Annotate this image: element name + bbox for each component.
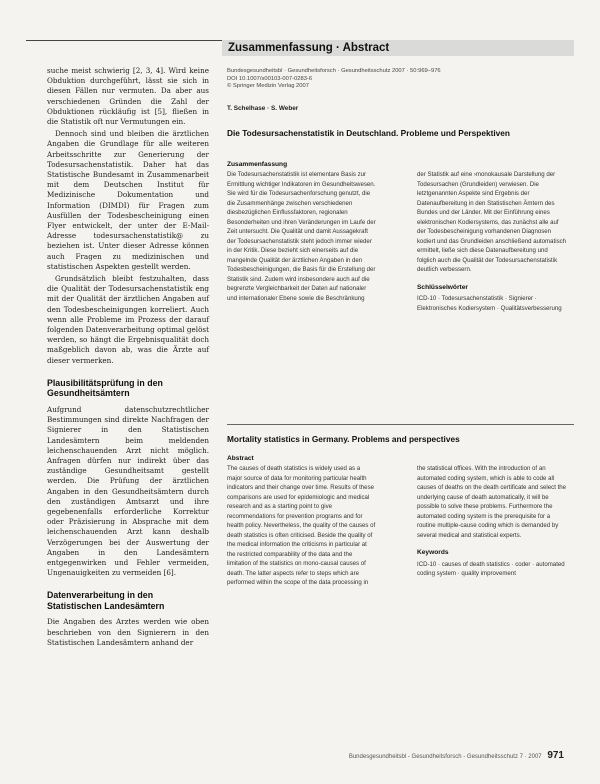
- abstract-de: [227, 161, 567, 321]
- body-paragraph: suche meist schwierig [2, 3, 4]. Wird keine Obduktion durchgeführt, lässt sie sich in diesen Fällen nur vermuten. Da aber aus verschiedenen Gründen die Zahl der Obduktionen rückläufig ist [5], fließen in die Statistik oft nur Vermutungen ein.: [47, 66, 209, 127]
- keywords-en-label: Keywords: [417, 549, 449, 556]
- article-title-en: Mortality statistics in Germany. Problems and perspectives: [227, 434, 460, 444]
- article-title-de: Die Todesursachenstatistik in Deutschland. Probleme und Perspektiven: [227, 128, 510, 138]
- section-header: Zusammenfassung · Abstract: [222, 40, 574, 56]
- keywords-en: ICD-10 · causes of death statistics · coder · automated coding system · quality improvement: [417, 560, 565, 577]
- body-paragraph: Dennoch sind und bleiben die ärztlichen Angaben die Grundlage für alle weiteren Arbeitsschritte zur Generierung der Todesursachenstatistik. Daher hat das Statistische Bundesamt in Zusammenarbeit mit dem Deutschen Institut für Medizinische Dokumentation und Information (DIMDI) für Fragen zum Ausfüllen der Todesbescheinigung einen Flyer entwickelt, der unter der E-Mail-Adresse todesursachenstatistik@ zu beziehen ist. Unter dieser Adresse können auch Fragen zu medizinischen und statistischen Aspekten gestellt werden.: [47, 129, 209, 271]
- body-paragraph: Grundsätzlich bleibt festzuhalten, dass die Qualität der Todesursachenstatistik eng mit der Qualität der ärztlichen Angaben auf den Todesbescheinigungen korreliert. Auch wenn alle Probleme im Prozess der darauf folgenden Datenverarbeitung optimal gelöst werden, so hängt die Ergebnisqualität doch maßgeblich davon ab, was die Ärzte auf dieser vermerken.: [47, 274, 209, 365]
- section-heading: Datenverarbeitung in den Statistischen Landesämtern: [47, 590, 165, 611]
- page-number: 971: [547, 750, 564, 761]
- meta-line: Bundesgesundheitsbl · Gesundheitsforsch · Gesundheitsschutz 2007 · 50:969–976: [227, 68, 441, 74]
- meta-line: DOI 10.1007/s00103-007-0283-6: [227, 75, 313, 82]
- abstract-divider: [227, 424, 574, 425]
- meta-line: © Springer Medizin Verlag 2007: [227, 83, 309, 90]
- abstract-de-label: Zusammenfassung: [227, 161, 288, 168]
- left-column: [47, 66, 209, 650]
- journal-name: Bundesgesundheitsbl - Gesundheitsforsch - Gesundheitsschutz 7 · 2007: [348, 754, 542, 760]
- keywords-de: ICD-10 · Todesursachenstatistik · Signierer · Elektronisches Kodiersystem · Qualitätsverbesserung: [417, 295, 562, 312]
- article-meta: [227, 68, 567, 91]
- body-paragraph: Die Angaben des Arztes werden wie oben beschrieben von den Signierern in den Statistischen Landesämtern anhand der: [47, 617, 209, 647]
- body-paragraph: Aufgrund datenschutzrechtlicher Bestimmungen sind direkte Nachfragen der Signierer in den Statistischen Landesämtern beim meldenden leichenschauenden Arzt nicht möglich. Anfragen dürfen nur indirekt über das zuständige Gesundheitsamt gestellt werden. Die Prüfung der ärztlichen Angaben in den Gesundheitsämtern durch den zuständigen Amtsarzt und ihre gegebenenfalls erforderliche Korrektur oder Präzisierung in Absprache mit dem leichenschauenden Arzt kann deshalb Verzögerungen bei der Auswertung der Angaben in den Landesämtern entgegenwirken und Fehler vermeiden, Ungenauigkeiten zu vermeiden [6].: [47, 404, 209, 578]
- authors: T. Schelhase · S. Weber: [227, 105, 299, 112]
- abstract-en-text-1: The causes of death statistics is widely used as a major source of data for monitoring particular health indicators and their change over time. Results of these comparisons are used for epidemiologic and medical research and as a starting point to give recommendations for prevention programs and for health policy. Nevertheless, the quality of the causes of death statistics is often criticised. Beside the quality of the medical information the criticisms in particular at the restricted comparability of the data and the limitation of the statistics on mono-causal causes of death. The latter aspects refer to steps which are performed within the scope of the data processing in: [227, 465, 376, 586]
- abstract-en-text-2: the statistical offices. With the introduction of an automated coding system, which is able to code all causes of deaths on the death certificate and select the underlying cause of death automatically, it will be possible to solve these problems. Furthermore the automated coding system is the prerequisite for a routine multiple-cause coding which is demanded by several medical and statistical experts.: [417, 465, 567, 539]
- abstract-en-label: Abstract: [227, 455, 254, 462]
- keywords-de-label: Schlüsselwörter: [417, 283, 468, 291]
- page-footer: [349, 750, 564, 761]
- abstract-en: [227, 455, 567, 596]
- section-heading: Plausibilitätsprüfung in den Gesundheitsämtern: [47, 377, 163, 399]
- abstract-de-text-2: der Statistik auf eine ›monokausale Darstellung der Todesursachen (Grundleiden) verwiesen. Die letztgenannten Aspekte sind Ergebnis der Datenaufbereitung in den Statistischen Ämtern des Bundes und der Länder. Mit der Einführung eines elektronischen Kodiersystems, das zunächst alle auf der Todesbescheinigung vorhandenen Diagnosen kodiert und das Grundleiden anschließend automatisch ermittelt, ließe sich diese Datenaufbereitung und folglich auch die Qualität der Todesursachenstatistik deutlich verbessern.: [417, 171, 567, 273]
- abstract-de-text-1: Die Todesursachenstatistik ist elementare Basis zur Ermittlung wichtiger Indikatoren im Gesundheitswesen. Sie wird für die Todesursachenforschung genutzt, die die Zusammenhänge zwischen verschiedenen diesbezüglichen Einflussfaktoren, regionalen Besonderheiten und ihren Veränderungen im Laufe der Zeit untersucht. Die Qualität und damit Aussagekraft der Todesursachenstatistik steht jedoch immer wieder in der Kritik. Diese bezieht sich einerseits auf die mangelnde Qualität der ärztlichen Angaben in den Todesbescheinigungen, die Basis für die Erstellung der Statistik sind. Zudem wird insbesondere auch auf die begrenzte Vergleichbarkeit der Daten auf nationaler und internationaler Ebene sowie die Beschränkung: [227, 171, 376, 302]
